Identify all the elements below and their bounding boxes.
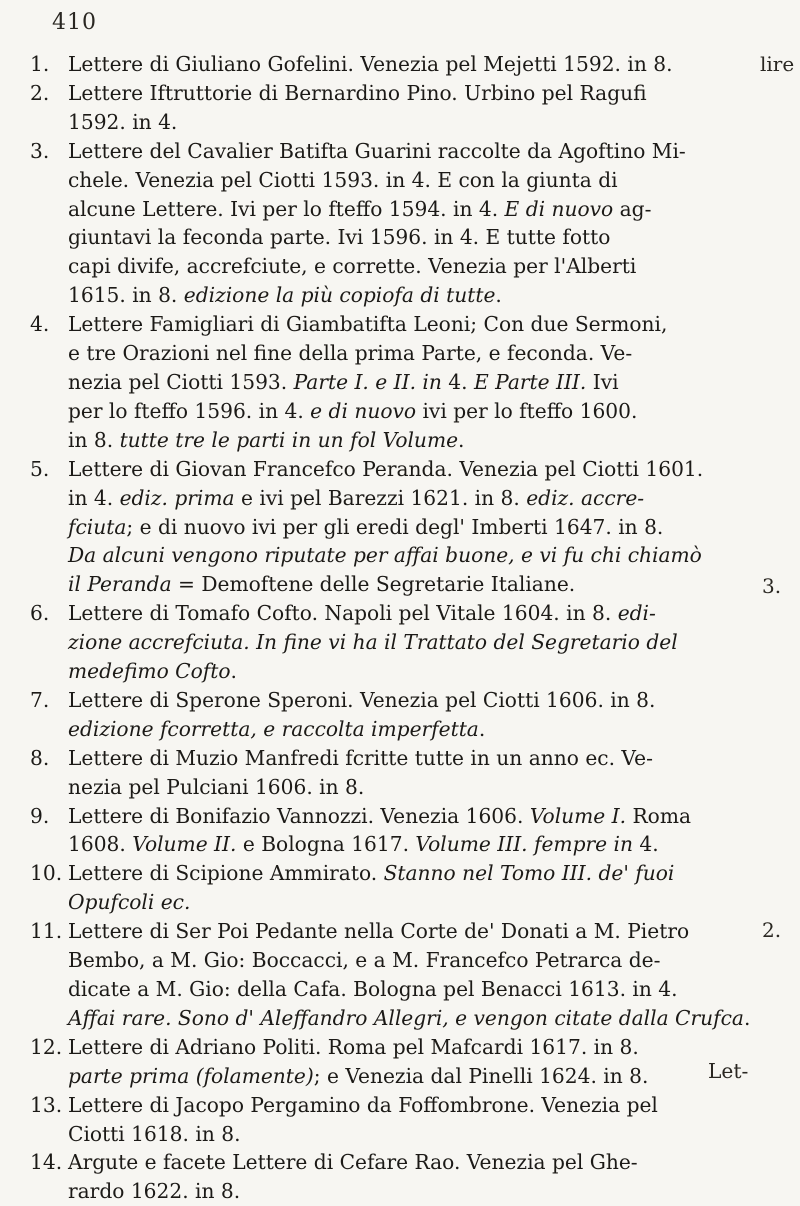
entry-line — [68, 281, 775, 310]
entry-line — [68, 368, 775, 397]
text-run: Lettere Iftruttorie di Bernardino Pino. Urbino pel Ragufi — [68, 80, 647, 105]
bibliography-entry — [30, 1091, 775, 1149]
italic-text: ediz. accre- — [526, 485, 645, 510]
italic-text: edi- — [617, 601, 656, 626]
entry-number: 14. — [30, 1150, 63, 1175]
entry-line — [68, 484, 775, 513]
entry-line — [68, 137, 775, 166]
entry-line — [68, 657, 775, 686]
text-run: ; e di nuovo ivi per gli eredi degl' Imberti 1647. in 8. — [126, 514, 664, 539]
bibliography-entry — [30, 686, 775, 744]
entry-number: 9. — [30, 803, 50, 828]
entry-number: 8. — [30, 745, 50, 770]
italic-text: E Parte III. — [473, 369, 587, 394]
bibliography-entry — [30, 137, 775, 310]
catchword: Let- — [708, 1059, 749, 1083]
text-run: Lettere di Giuliano Gofelini. Venezia pel Mejetti 1592. in 8. — [68, 52, 673, 76]
italic-text: tutte tre le parti in un fol Volume — [119, 427, 459, 452]
text-run: Bembo, a M. Gio: Boccacci, e a M. Francefco Petrarca de- — [68, 948, 661, 973]
text-run: Ciotti 1618. in 8. — [68, 1121, 241, 1146]
entry-line — [68, 195, 775, 224]
entry-line — [68, 1120, 775, 1149]
text-run: Lettere di Adriano Politi. Roma pel Mafcardi 1617. in 8. — [68, 1034, 639, 1059]
italic-text: ediz. prima — [119, 485, 235, 510]
italic-text: Volume III. fempre in — [415, 832, 633, 857]
entry-list — [30, 50, 775, 1206]
entry-line — [68, 252, 775, 281]
italic-text: parte prima (folamente) — [68, 1063, 314, 1088]
text-run: Lettere di Scipione Ammirato. — [68, 861, 384, 886]
italic-text: edizione la più copiofa di tutte — [183, 283, 496, 308]
entry-line — [68, 859, 775, 888]
entry-line — [68, 715, 775, 744]
text-run: . — [495, 283, 502, 308]
text-run: e Bologna 1617. — [236, 832, 416, 857]
entry-line — [68, 744, 775, 773]
text-run: in 8. — [68, 427, 120, 452]
text-run: in 4. — [68, 485, 120, 510]
text-run: = Demoftene delle Segretarie Italiane. — [171, 572, 576, 597]
entry-line — [68, 426, 775, 455]
bibliography-entry — [30, 310, 775, 455]
entry-line — [68, 888, 775, 917]
entry-line — [68, 1177, 775, 1206]
entry-number: 11. — [30, 919, 63, 944]
entry-line — [68, 802, 775, 831]
entry-line — [68, 541, 775, 570]
italic-text: Volume II. — [132, 832, 237, 857]
bibliography-entry — [30, 859, 775, 917]
bibliography-entry — [30, 599, 775, 686]
text-run: . — [478, 716, 486, 741]
text-run: 1592. in 4. — [68, 109, 178, 134]
entry-line — [68, 1004, 775, 1033]
italic-text: Parte I. e II. in — [293, 369, 442, 394]
text-run: . — [458, 427, 465, 452]
text-run: 4. — [441, 369, 474, 394]
text-run: nezia pel Pulciani 1606. in 8. — [68, 774, 365, 799]
bibliography-entry — [30, 50, 775, 79]
entry-line — [68, 917, 775, 946]
italic-text: E di nuovo — [504, 196, 614, 221]
italic-text: Opufcoli ec. — [68, 890, 191, 915]
margin-note-lire: lire — [760, 52, 795, 76]
entry-line — [68, 1062, 775, 1091]
entry-number: 1. — [30, 52, 50, 76]
bibliography-entry — [30, 1033, 775, 1091]
text-run: e ivi pel Barezzi 1621. in 8. — [234, 485, 527, 510]
entry-line — [68, 79, 775, 108]
text-run: Ivi — [586, 369, 619, 394]
text-run: Lettere di Tomafo Cofto. Napoli pel Vitale 1604. in 8. — [68, 601, 618, 626]
text-run: dicate a M. Gio: della Cafa. Bologna pel Benacci 1613. in 4. — [68, 977, 678, 1001]
entry-line — [68, 339, 775, 368]
text-run: ivi per lo fteffo 1600. — [416, 398, 638, 423]
text-run: ag- — [613, 196, 652, 221]
entry-line — [68, 108, 775, 137]
text-run: giuntavi la feconda parte. Ivi 1596. in 4. E tutte fotto — [68, 225, 611, 250]
text-run: Lettere di Ser Poi Pedante nella Corte de' Donati a M. Pietro — [68, 919, 690, 944]
text-run: per lo fteffo 1596. in 4. — [68, 398, 311, 423]
entry-number: 5. — [30, 456, 50, 481]
text-run: Lettere del Cavalier Batifta Guarini raccolte da Agoftino Mi- — [68, 138, 686, 163]
entry-line — [68, 310, 775, 339]
entry-number: 4. — [30, 312, 50, 337]
entry-line — [68, 513, 775, 542]
entry-line — [68, 1033, 775, 1062]
text-run: Lettere di Muzio Manfredi fcritte tutte in un anno ec. Ve- — [68, 745, 653, 770]
text-run: Lettere Famigliari di Giambatifta Leoni; Con due Sermoni, — [68, 312, 668, 337]
entry-number: 6. — [30, 601, 50, 626]
text-run: Roma — [626, 803, 692, 828]
entry-number: 3. — [30, 138, 50, 163]
entry-line — [68, 830, 775, 859]
entry-line — [68, 50, 775, 79]
text-run: 1615. in 8. — [68, 283, 184, 308]
entry-line — [68, 599, 775, 628]
entry-number: 13. — [30, 1092, 63, 1117]
entry-line — [68, 1091, 775, 1120]
text-run: e tre Orazioni nel fine della prima Parte, e feconda. Ve- — [68, 341, 633, 366]
italic-text: medefimo Cofto — [68, 659, 231, 684]
page-number: 410 — [52, 10, 97, 35]
text-run: . — [230, 659, 237, 684]
entry-number: 10. — [30, 861, 63, 886]
italic-text: edizione fcorretta, e raccolta imperfetta — [68, 716, 479, 741]
text-run: Argute e facete Lettere di Cefare Rao. Venezia pel Ghe- — [68, 1150, 638, 1175]
text-run: alcune Lettere. Ivi per lo fteffo 1594. in 4. — [68, 196, 505, 221]
italic-text: zione accrefciuta. In fine vi ha il Trattato del Segretario del — [68, 630, 678, 655]
entry-line — [68, 628, 775, 657]
italic-text: Stanno nel Tomo III. de' fuoi — [383, 861, 675, 886]
bibliography-entry — [30, 79, 775, 137]
entry-line — [68, 166, 775, 195]
text-run: Lettere di Sperone Speroni. Venezia pel Ciotti 1606. in 8. — [68, 687, 656, 712]
text-run: . — [743, 1005, 751, 1030]
entry-line — [68, 223, 775, 252]
text-run: Lettere di Jacopo Pergamino da Foffombrone. Venezia pel — [68, 1092, 658, 1117]
entry-line — [68, 946, 775, 975]
entry-number: 7. — [30, 687, 50, 712]
entry-line — [68, 773, 775, 802]
entry-line — [68, 975, 775, 1004]
text-run: nezia pel Ciotti 1593. — [68, 369, 294, 394]
text-run: rardo 1622. in 8. — [68, 1179, 241, 1204]
italic-text: Volume I. — [529, 803, 627, 828]
bibliography-entry — [30, 802, 775, 860]
italic-text: Affai rare. Sono d' Aleffandro Allegri, e vengon citate dalla Crufca — [68, 1005, 744, 1030]
text-run: Lettere di Bonifazio Vannozzi. Venezia 1606. — [68, 803, 530, 828]
text-run: Lettere di Giovan Francefco Peranda. Venezia pel Ciotti 1601. — [68, 456, 704, 481]
bibliography-entry — [30, 917, 775, 1033]
text-run: 1608. — [68, 832, 133, 857]
bibliography-entry — [30, 455, 775, 600]
entry-line — [68, 397, 775, 426]
text-run: 4. — [632, 832, 659, 857]
entry-line — [68, 1148, 775, 1177]
entry-line — [68, 686, 775, 715]
bibliography-entry — [30, 1148, 775, 1206]
italic-text: fciuta — [68, 514, 127, 539]
text-run: ; e Venezia dal Pinelli 1624. in 8. — [313, 1063, 649, 1088]
entry-line — [68, 455, 775, 484]
italic-text: Da alcuni vengono riputate per affai buone, e vi fu chi chiamò — [68, 543, 702, 568]
text-run: capi divife, accrefciute, e corrette. Venezia per l'Alberti — [68, 254, 637, 279]
entry-number: 12. — [30, 1034, 63, 1059]
margin-note-price: 3. — [762, 574, 782, 598]
entry-line — [68, 570, 775, 599]
italic-text: e di nuovo — [310, 398, 417, 423]
text-run: chele. Venezia pel Ciotti 1593. in 4. E con la giunta di — [68, 167, 618, 192]
italic-text: il Peranda — [68, 572, 172, 597]
entry-number: 2. — [30, 80, 50, 105]
margin-note-price: 2. — [762, 918, 782, 942]
bibliography-entry — [30, 744, 775, 802]
